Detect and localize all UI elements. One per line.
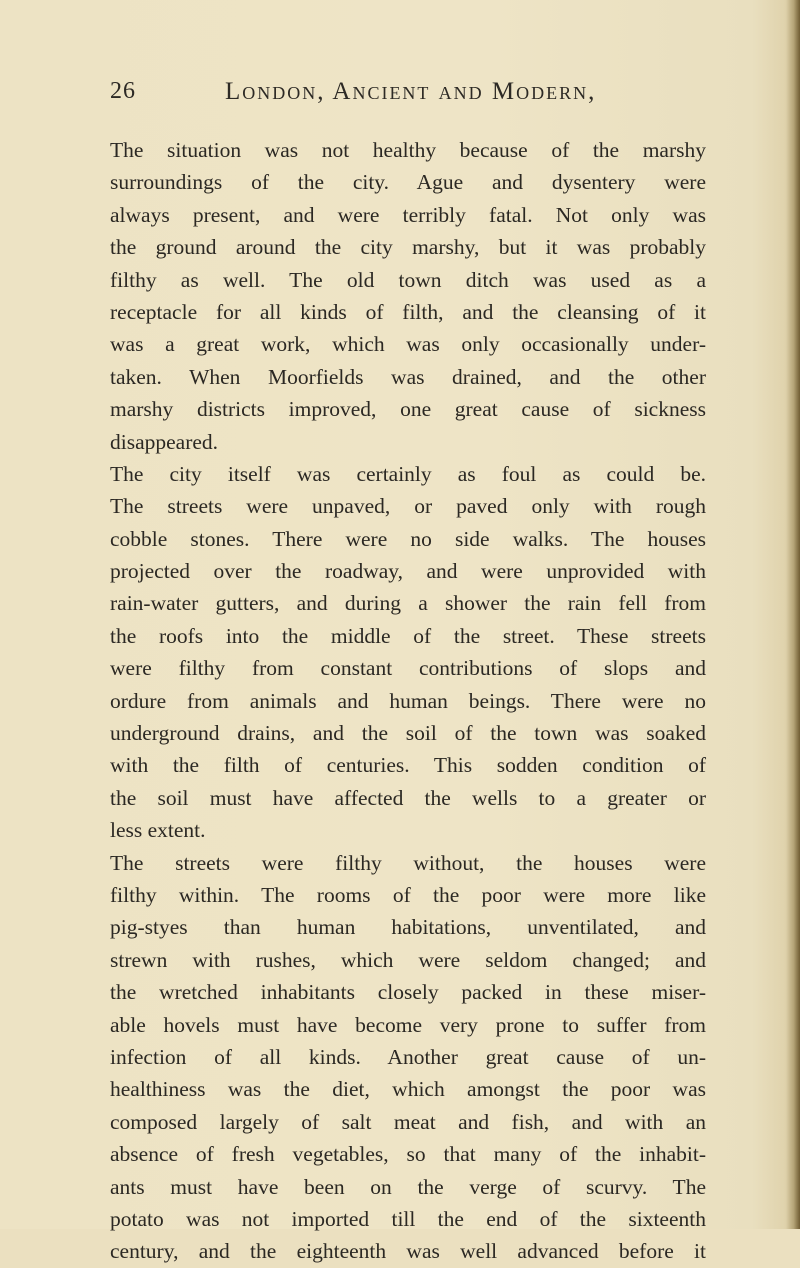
text-line: infection of all kinds. Another great cause of un- — [110, 1044, 706, 1069]
text-line: The streets were filthy without, the houses were — [110, 850, 706, 875]
text-line: able hovels must have become very prone to suffer from — [110, 1012, 706, 1037]
text-line: filthy as well. The old town ditch was used as a — [110, 267, 706, 292]
text-line: potato was not imported till the end of the sixteenth — [110, 1206, 706, 1231]
text-line: were filthy from constant contributions of slops and — [110, 656, 706, 681]
text-line: was a great work, which was only occasionally under- — [110, 332, 706, 357]
text-line: strewn with rushes, which were seldom changed; and — [110, 947, 706, 972]
text-line: healthiness was the diet, which amongst the poor was — [110, 1077, 706, 1102]
text-line: pig-styes than human habitations, unventilated, and — [110, 915, 706, 940]
text-line: cobble stones. There were no side walks. The houses — [110, 526, 706, 551]
text-line: with the filth of centuries. This sodden condition of — [110, 753, 706, 778]
text-line: composed largely of salt meat and fish, and with an — [110, 1109, 706, 1134]
page-number: 26 — [110, 78, 136, 104]
page-edge — [786, 0, 800, 1229]
text-line: always present, and were terribly fatal. Not only was — [110, 202, 706, 227]
text-line: rain-water gutters, and during a shower the rain fell from — [110, 591, 706, 616]
body-text — [110, 134, 706, 1268]
text-line: disappeared. — [110, 429, 219, 454]
text-line: taken. When Moorfields was drained, and the other — [110, 364, 706, 389]
text-line: The situation was not healthy because of the marshy — [110, 138, 706, 162]
text-line: marshy districts improved, one great cause of sickness — [110, 397, 706, 422]
running-title: London, Ancient and Modern, — [225, 78, 597, 105]
text-line: The city itself was certainly as foul as could be. — [110, 461, 706, 486]
text-line: The streets were unpaved, or paved only with rough — [110, 494, 706, 519]
text-line: projected over the roadway, and were unprovided with — [110, 559, 706, 584]
text-line: less extent. — [110, 818, 206, 843]
text-line: filthy within. The rooms of the poor were more like — [110, 882, 706, 907]
text-line: ants must have been on the verge of scurvy. The — [110, 1174, 706, 1199]
text-line: surroundings of the city. Ague and dysentery were — [110, 170, 706, 195]
text-line: absence of fresh vegetables, so that many of the inhabit- — [110, 1142, 706, 1167]
text-line: the wretched inhabitants closely packed in these miser- — [110, 980, 706, 1005]
text-line: the ground around the city marshy, but it was probably — [110, 235, 706, 260]
text-line: the roofs into the middle of the street. These streets — [110, 623, 706, 648]
text-line: receptacle for all kinds of filth, and the cleansing of it — [110, 299, 706, 324]
text-line: underground drains, and the soil of the town was soaked — [110, 721, 706, 746]
text-line: the soil must have affected the wells to a greater or — [110, 785, 706, 810]
text-line: ordure from animals and human beings. There were no — [110, 688, 706, 713]
text-line: century, and the eighteenth was well advanced before it — [110, 1239, 706, 1264]
running-head — [110, 78, 710, 118]
